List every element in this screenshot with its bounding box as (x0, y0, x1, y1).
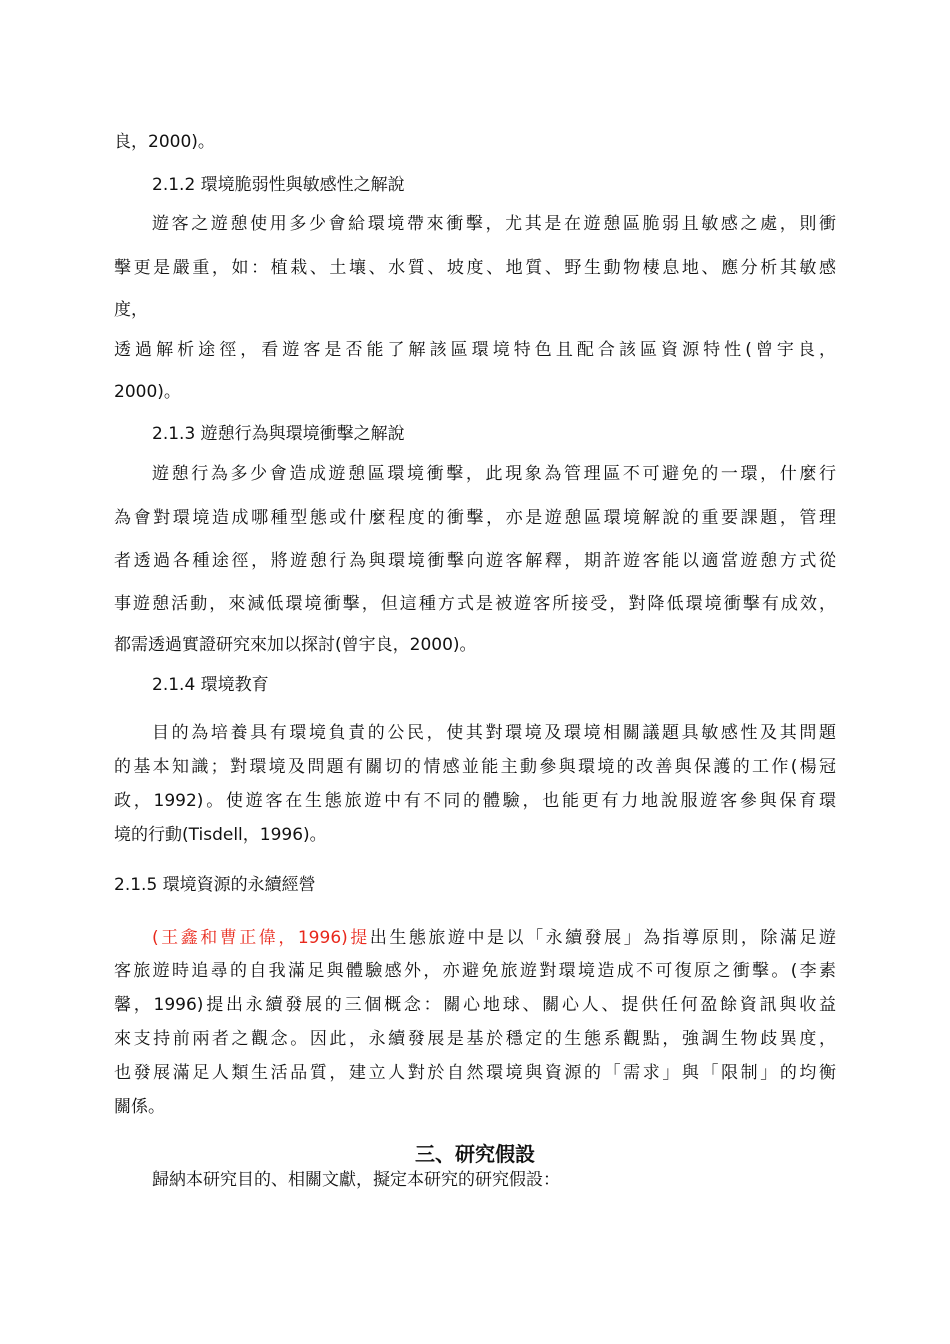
paragraph-line: 來支持前兩者之觀念。因此，永續發展是基於穩定的生態系觀點，強調生物歧異度， (114, 1029, 836, 1049)
paragraph-line: 事遊憩活動，來減低環境衝擊，但這種方式是被遊客所接受，對降低環境衝擊有成效， (114, 594, 836, 614)
chapter-heading: 三、研究假設 (415, 1142, 535, 1166)
paragraph-line (152, 926, 836, 950)
paragraph-line: 度， (114, 300, 148, 320)
paragraph-line: 歸納本研究目的、相關文獻，擬定本研究的研究假設： (152, 1170, 560, 1190)
paragraph-line: 良，2000)。 (114, 132, 215, 152)
section-heading-2-1-4: 2.1.4 環境教育 (152, 675, 269, 695)
paragraph-line: 都需透過實證研究來加以探討(曾宇良，2000)。 (114, 635, 477, 655)
paragraph-line: 為會對環境造成哪種型態或什麼程度的衝擊，亦是遊憩區環境解說的重要課題，管理 (114, 508, 836, 528)
paragraph-line: 者透過各種途徑，將遊憩行為與環境衝擊向遊客解釋，期許遊客能以適當遊憩方式從 (114, 551, 836, 571)
highlighted-citation: (王鑫和曹正偉，1996)提 (152, 928, 370, 948)
paragraph-line: 客旅遊時追尋的自我滿足與體驗感外，亦避免旅遊對環境造成不可復原之衝擊。(李素 (114, 961, 836, 981)
paragraph-line: 遊憩行為多少會造成遊憩區環境衝擊，此現象為管理區不可避免的一環，什麼行 (152, 464, 836, 484)
paragraph-line: 遊客之遊憩使用多少會給環境帶來衝擊，尤其是在遊憩區脆弱且敏感之處，則衝 (152, 214, 836, 234)
paragraph-line: 境的行動(Tisdell，1996)。 (114, 825, 327, 845)
paragraph-line: 馨，1996)提出永續發展的三個概念：關心地球、關心人、提供任何盈餘資訊與收益 (114, 995, 836, 1015)
paragraph-text: 出生態旅遊中是以「永續發展」為指導原則，除滿足遊 (369, 928, 837, 948)
section-heading-2-1-2: 2.1.2 環境脆弱性與敏感性之解說 (152, 175, 405, 195)
paragraph-line: 也發展滿足人類生活品質，建立人對於自然環境與資源的「需求」與「限制」的均衡 (114, 1063, 836, 1083)
section-heading-2-1-5: 2.1.5 環境資源的永續經營 (114, 875, 316, 895)
paragraph-line: 的基本知識；對環境及問題有關切的情感並能主動參與環境的改善與保護的工作(楊冠 (114, 757, 836, 777)
paragraph-line: 2000)。 (114, 382, 181, 402)
paragraph-line: 政，1992)。使遊客在生態旅遊中有不同的體驗，也能更有力地說服遊客參與保育環 (114, 791, 836, 811)
section-heading-2-1-3: 2.1.3 遊憩行為與環境衝擊之解說 (152, 424, 405, 444)
paragraph-line: 擊更是嚴重，如：植栽、土壤、水質、坡度、地質、野生動物棲息地、應分析其敏感 (114, 258, 836, 278)
paragraph-line: 透過解析途徑，看遊客是否能了解該區環境特色且配合該區資源特性(曾宇良， (114, 340, 836, 360)
paragraph-line: 關係。 (114, 1097, 165, 1117)
paragraph-line: 目的為培養具有環境負責的公民，使其對環境及環境相關議題具敏感性及其問題 (152, 723, 836, 743)
